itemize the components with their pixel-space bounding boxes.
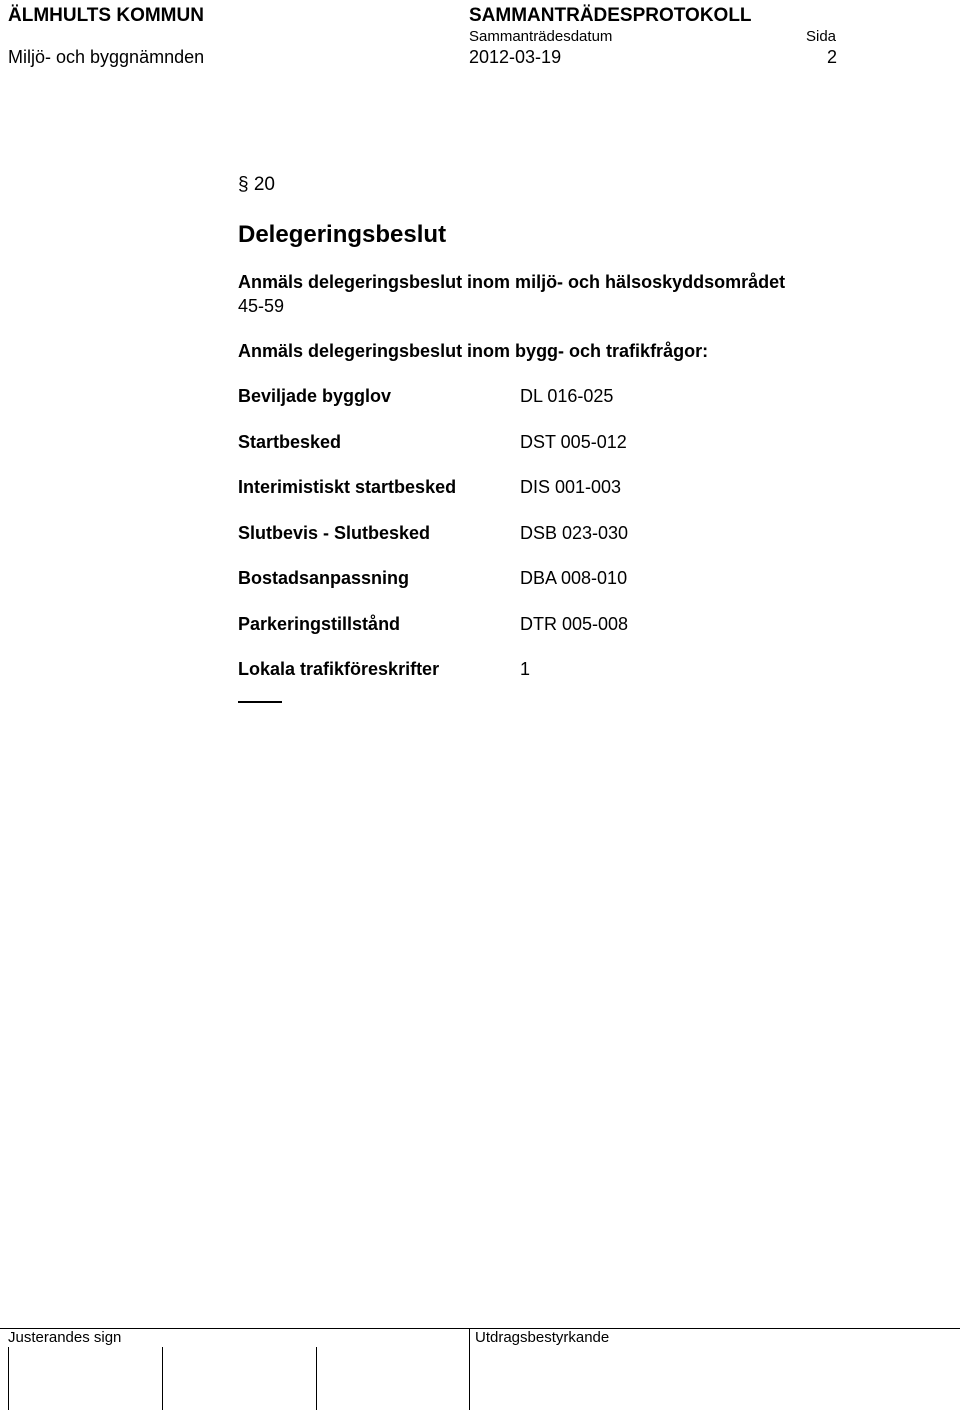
section-number: § 20	[238, 174, 275, 195]
list-item-value: DIS 001-003	[520, 477, 622, 497]
list-item-value: 1	[520, 659, 531, 679]
list-item-label: Bostadsanpassning	[238, 568, 410, 588]
footer-column-divider	[469, 1328, 470, 1410]
signature-box-divider	[8, 1347, 9, 1410]
list-item-value: DBA 008-010	[520, 568, 628, 588]
health-decisions-range: 45-59	[238, 296, 285, 316]
page-number: 2	[827, 47, 838, 67]
section-title: Delegeringsbeslut	[238, 221, 447, 248]
list-item-label: Parkeringstillstånd	[238, 614, 401, 634]
document-type: SAMMANTRÄDESPROTOKOLL	[469, 5, 752, 26]
list-item-label: Beviljade bygglov	[238, 386, 392, 406]
list-item-label: Slutbevis - Slutbesked	[238, 523, 431, 543]
signature-label: Justerandes sign	[8, 1329, 122, 1346]
certification-label: Utdragsbestyrkande	[475, 1329, 610, 1346]
building-decisions-heading: Anmäls delegeringsbeslut inom bygg- och trafikfrågor:	[238, 341, 709, 361]
list-item-value: DSB 023-030	[520, 523, 629, 543]
section-end-rule	[238, 701, 282, 703]
committee-name: Miljö- och byggnämnden	[8, 47, 205, 67]
list-item-label: Startbesked	[238, 432, 342, 452]
list-item-value: DST 005-012	[520, 432, 627, 452]
list-item-label: Lokala trafikföreskrifter	[238, 659, 440, 679]
signature-box-divider	[316, 1347, 317, 1410]
list-item-value: DL 016-025	[520, 386, 614, 406]
municipality-name: ÄLMHULTS KOMMUN	[8, 5, 204, 26]
meeting-date: 2012-03-19	[469, 47, 562, 67]
signature-box-divider	[162, 1347, 163, 1410]
list-item-value: DTR 005-008	[520, 614, 629, 634]
health-decisions-heading: Anmäls delegeringsbeslut inom miljö- och hälsoskyddsområdet	[238, 272, 786, 292]
date-label: Sammanträdesdatum	[469, 28, 613, 45]
list-item-label: Interimistiskt startbesked	[238, 477, 457, 497]
page-label: Sida	[806, 28, 837, 45]
